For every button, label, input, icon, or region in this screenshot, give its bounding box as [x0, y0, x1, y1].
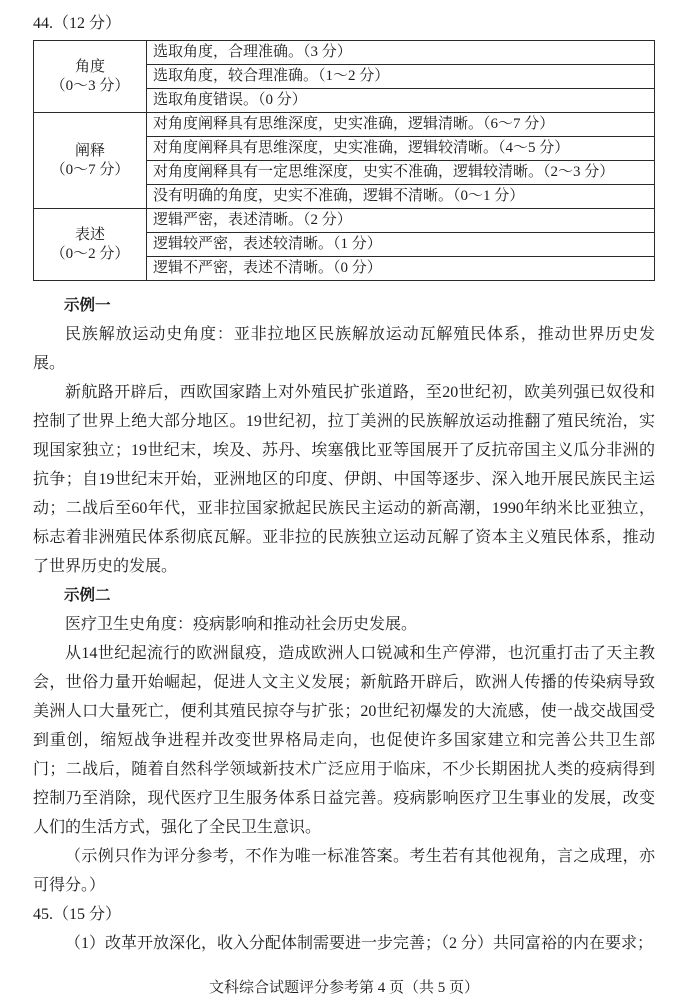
grading-note: （示例只作为评分参考，不作为唯一标准答案。考生若有其他视角，言之成理，亦可得分。）	[33, 848, 655, 894]
rubric-category-expression	[34, 209, 147, 281]
rubric-criterion: 选取角度，较合理准确。（1～2 分）	[147, 65, 655, 89]
rubric-category-range: （0～3 分）	[50, 77, 130, 94]
scoring-rubric-table	[33, 40, 655, 281]
rubric-category-name: 角度	[74, 58, 105, 75]
example2-paragraph: 从14世纪起流行的欧洲鼠疫，造成欧洲人口锐减和生产停滞，也沉重打击了天主教会，世俗力量开始崛起，促进人文主义发展；新航路开辟后，欧洲人传播的传染病导致美洲人口大量死亡，便利其殖民掠夺与扩张；20世纪初爆发的大流感，使一战交战国受到重创，缩短战争进程并改变世界格局走向，也促使许多国家建立和完善公共卫生部门；二战后，随着自然科学领域新技术广泛应用于临床，不少长期困扰人类的疫病得到控制乃至消除，现代医疗卫生服务体系日益完善。疫病影响医疗卫生事业的发展，改变人们的生活方式，强化了全民卫生意识。	[33, 645, 655, 836]
answer-body	[33, 291, 655, 958]
rubric-body	[34, 41, 655, 281]
table-row	[34, 41, 655, 65]
rubric-criterion: 对角度阐释具有一定思维深度，史实不准确，逻辑较清晰。（2～3 分）	[147, 161, 655, 185]
rubric-category-name: 阐释	[74, 142, 105, 159]
rubric-criterion: 选取角度错误。（0 分）	[147, 89, 655, 113]
rubric-category-name: 表述	[74, 226, 105, 243]
rubric-criterion: 对角度阐释具有思维深度，史实准确，逻辑清晰。（6～7 分）	[147, 113, 655, 137]
example2-title: 示例二	[64, 587, 111, 604]
rubric-category-range: （0～7 分）	[50, 161, 130, 178]
example1-thesis: 民族解放运动史角度：亚非拉地区民族解放运动瓦解殖民体系，推动世界历史发展。	[33, 326, 655, 372]
rubric-criterion: 逻辑较严密，表述较清晰。（1 分）	[147, 233, 655, 257]
rubric-criterion: 对角度阐释具有思维深度，史实准确，逻辑较清晰。（4～5 分）	[147, 137, 655, 161]
rubric-criterion: 没有明确的角度，史实不准确，逻辑不清晰。（0～1 分）	[147, 185, 655, 209]
page-footer: 文科综合试题评分参考第 4 页（共 5 页）	[208, 980, 479, 996]
example1-title: 示例一	[64, 297, 111, 314]
rubric-criterion: 逻辑不严密，表述不清晰。（0 分）	[147, 257, 655, 281]
question45-header: 45.（15 分）	[33, 906, 122, 923]
rubric-criterion: 选取角度，合理准确。（3 分）	[147, 41, 655, 65]
table-row	[34, 113, 655, 137]
rubric-category-explanation	[34, 113, 147, 209]
question44-header: 44.（12 分）	[33, 15, 122, 32]
example1-paragraph: 新航路开辟后，西欧国家踏上对外殖民扩张道路，至20世纪初，欧美列强已奴役和控制了世界上绝大部分地区。19世纪初，拉丁美洲的民族解放运动推翻了殖民统治，实现国家独立；19世纪末，埃及、苏丹、埃塞俄比亚等国展开了反抗帝国主义瓜分非洲的抗争；自19世纪末开始，亚洲地区的印度、伊朗、中国等逐步、深入地开展民族民主运动；二战后至60年代，亚非拉国家掀起民族民主运动的新高潮，1990年纳米比亚独立，标志着非洲殖民体系彻底瓦解。亚非拉的民族独立运动瓦解了资本主义殖民体系，推动了世界历史的发展。	[33, 384, 655, 575]
example2-thesis: 医疗卫生史角度：疫病影响和推动社会历史发展。	[65, 616, 418, 633]
rubric-criterion: 逻辑严密，表述清晰。（2 分）	[147, 209, 655, 233]
question45-answer-line: （1）改革开放深化，收入分配体制需要进一步完善；（2 分）共同富裕的内在要求；	[65, 935, 654, 952]
rubric-category-range: （0～2 分）	[50, 245, 130, 262]
rubric-category-angle	[34, 41, 147, 113]
table-row	[34, 209, 655, 233]
